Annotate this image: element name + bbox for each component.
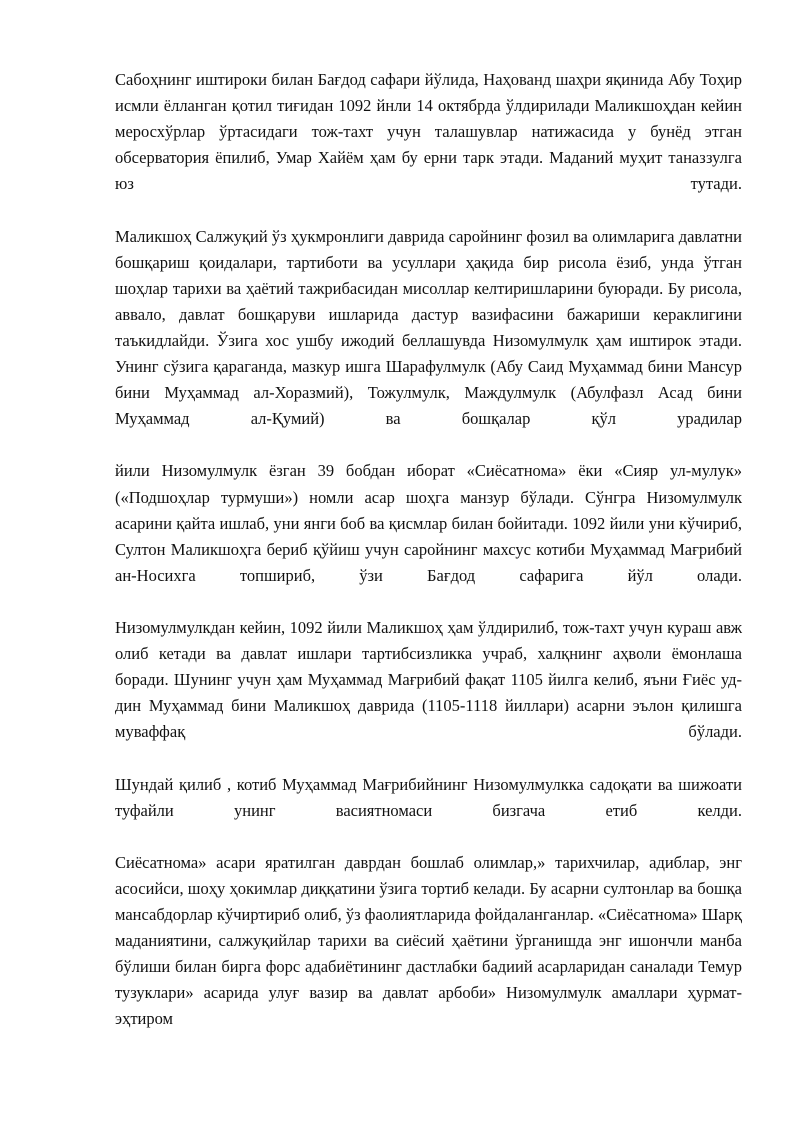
paragraph-2: Маликшоҳ Салжуқий ўз ҳукмронлиги даврида саройнинг фозил ва олимларига давлатни бошқариш қоидалари, тартиботи ва усуллари ҳақида бир рисола ёзиб, унда ўтган шоҳлар тарихи ва ҳаётий тажрибасидан мисоллар келтиришларини буюради. Бу рисола, аввало, давлат бошқаруви ишларида дастур вазифасини бажариши кераклигини таъкидлайди. Ўзига хос ушбу ижодий беллашувда Низомулмулк ҳам иштирок этади. Унинг сўзига қараганда, мазкур ишга Шарафулмулк (Абу Саид Муҳаммад бини Мансур бини Муҳаммад ал-Хоразмий), Тожулмулк, Маждулмулк (Абулфазл Асад бини Муҳаммад ал-Қумий) ва бошқалар қўл урадилар (115, 226, 742, 429)
paragraph-3: йили Низомулмулк ёзган 39 бобдан иборат «Сиёсатнома» ёки «Сияр ул-мулук» («Подшоҳлар турмуши») номли асар шоҳга манзур бўлади. Сўнгра Низомулмулк асарини қайта ишлаб, уни янги боб ва қисмлар билан бойитади. 1092 йили уни кўчириб, Султон Маликшоҳга бериб қўйиш учун саройнинг махсус котиби Муҳаммад Мағрибий ан-Носихга топшириб, ўзи Бағдод сафарига йўл олади. (115, 461, 742, 585)
paragraph-6: Сиёсатнома» асари яратилган даврдан бошлаб олимлар,» тарихчилар, адиблар, энг асосийси, шоҳу ҳокимлар диққатини ўзига тортиб келади. Бу асарни султонлар ва бошқа мансабдорлар кўчиртириб олиб, ўз фаолиятларида фойдаланганлар. «Сиёсатнома» Шарқ маданиятини, салжуқийлар тарихи ва сиёсий ҳаётини ўрганишда энг ишончли манба бўлиши билан бирга форс адабиётининг дастлабки бадиий асарларидан саналади Темур тузуклари» асарида улуғ вазир ва давлат арбоби» Низомулмулк амаллари ҳурмат-эҳтиром (115, 852, 742, 1029)
paragraph-5: Шундай қилиб , котиб Муҳаммад Мағрибийнинг Низомулмулкка садоқати ва шижоати туфайли унинг васиятномаси бизгача етиб келди. (115, 774, 742, 820)
body-text (115, 67, 742, 1059)
paragraph-1: Сабоҳнинг иштироки билан Бағдод сафари йўлида, Наҳованд шаҳри яқинида Абу Тоҳир исмли ёлланган қотил тиғидан 1092 йнли 14 октябрда ўлдирилади Маликшоҳдан кейин меросхўрлар ўртасидаги тож-тахт учун талашувлар натижасида у бунёд этган обсерватория ёпилиб, Умар Хайём ҳам бу ерни тарк этади. Маданий муҳит таназзулга юз тутади. (115, 70, 742, 194)
paragraph-4: Низомулмулкдан кейин, 1092 йили Маликшоҳ ҳам ўлдирилиб, тож-тахт учун кураш авж олиб кетади ва давлат ишлари тартибсизликка учраб, халқнинг аҳволи ёмонлаша боради. Шунинг учун ҳам Муҳаммад Мағрибий фақат 1105 йилга келиб, яъни Ғиёс уд-дин Муҳаммад бини Маликшоҳ даврида (1105-1118 йиллари) асарни эълон қилишга муваффақ бўлади. (115, 617, 742, 742)
